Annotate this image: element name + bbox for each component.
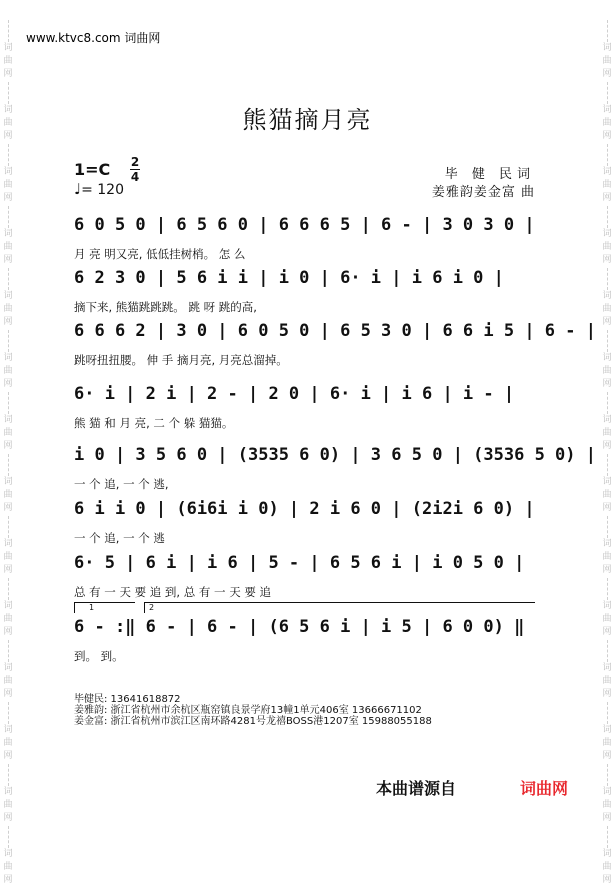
watermark-char: 网 xyxy=(602,627,612,637)
watermark-char: 网 xyxy=(3,751,13,761)
watermark-char: 网 xyxy=(602,875,612,885)
watermark-char: 词 xyxy=(602,43,612,53)
watermark-char: 网 xyxy=(3,193,13,203)
watermark-char: 词 xyxy=(602,849,612,859)
lyric-line: 月 亮 明又亮, 低低挂树梢。 怎 么 xyxy=(74,247,246,261)
watermark-char: 词 xyxy=(602,725,612,735)
watermark-group xyxy=(0,764,16,825)
watermark-char: 曲 xyxy=(602,304,612,314)
watermark-group xyxy=(599,640,615,701)
watermark-group xyxy=(0,454,16,515)
lyric-line: 总 有 一 天 要 追 到, 总 有 一 天 要 追 xyxy=(74,585,272,599)
watermark-group xyxy=(0,702,16,763)
watermark-char: 词 xyxy=(3,849,13,859)
watermark-char: 词 xyxy=(602,105,612,115)
watermark-char: 曲 xyxy=(602,800,612,810)
watermark-char: 网 xyxy=(602,503,612,513)
notation-line: i 0 | 3 5 6 0 | (3535 6 0) | 3 6 5 0 | (3536 5 0) | xyxy=(74,445,596,465)
watermark-group xyxy=(0,826,16,887)
watermark-char: 词 xyxy=(3,105,13,115)
watermark-group xyxy=(599,206,615,267)
watermark-char: 网 xyxy=(602,751,612,761)
watermark-char: 曲 xyxy=(602,242,612,252)
watermark-char: 词 xyxy=(3,415,13,425)
volta-second: 2 xyxy=(144,602,535,613)
watermark-char: 曲 xyxy=(3,614,13,624)
lyric-line: 摘下来, 熊猫跳跳跳。 跳 呀 跳的高, xyxy=(74,300,257,314)
watermark-char: 网 xyxy=(3,503,13,513)
watermark-char: 词 xyxy=(602,353,612,363)
watermark-char: 网 xyxy=(602,379,612,389)
watermark-group xyxy=(599,578,615,639)
watermark-char: 曲 xyxy=(602,738,612,748)
contact-info xyxy=(74,694,432,727)
watermark-char: 网 xyxy=(602,193,612,203)
watermark-char: 词 xyxy=(602,663,612,673)
brand-logo-text[interactable]: 词曲网 xyxy=(520,779,569,798)
volta-first: 1 xyxy=(74,602,135,613)
key-label: 1=C xyxy=(74,160,111,179)
tempo-value: = 120 xyxy=(81,182,124,198)
watermark-char: 网 xyxy=(3,131,13,141)
watermark-group xyxy=(0,206,16,267)
contact-line: 姜雅韵: 浙江省杭州市余杭区瓶窑镇良景学府13幢1单元406室 13666671102 xyxy=(74,705,422,716)
watermark-char: 词 xyxy=(3,601,13,611)
watermark-group xyxy=(599,516,615,577)
lyric-line: 一 个 追, 一 个 逃, xyxy=(74,477,169,491)
lyric-line: 跳呀扭扭腰。 伸 手 摘月亮, 月亮总溜掉。 xyxy=(74,353,288,367)
watermark-char: 词 xyxy=(3,539,13,549)
time-top: 2 xyxy=(130,155,140,169)
watermark-group xyxy=(599,392,615,453)
song-title: 熊猫摘月亮 xyxy=(242,106,373,134)
source-label: 本曲谱源自 xyxy=(376,779,457,798)
key-signature xyxy=(74,155,140,184)
notation-line: 6 0 5 0 | 6 5 6 0 | 6 6 6 5 | 6 - | 3 0 3 0 | xyxy=(74,215,535,235)
watermark-char: 词 xyxy=(3,43,13,53)
watermark-char: 词 xyxy=(602,601,612,611)
watermark-group xyxy=(0,144,16,205)
watermark-group xyxy=(599,268,615,329)
watermark-char: 曲 xyxy=(602,862,612,872)
watermark-char: 网 xyxy=(3,317,13,327)
watermark-char: 曲 xyxy=(3,366,13,376)
watermark-char: 词 xyxy=(3,167,13,177)
watermark-char: 词 xyxy=(3,353,13,363)
watermark-char: 曲 xyxy=(602,428,612,438)
watermark-char: 词 xyxy=(3,787,13,797)
watermark-char: 曲 xyxy=(3,552,13,562)
watermark-char: 曲 xyxy=(3,118,13,128)
watermark-char: 曲 xyxy=(602,56,612,66)
watermark-char: 曲 xyxy=(602,676,612,686)
composer-credit: 姜雅韵姜金富 曲 xyxy=(431,185,535,200)
watermark-char: 词 xyxy=(602,167,612,177)
tempo-marking xyxy=(74,180,124,198)
watermark-char: 曲 xyxy=(602,490,612,500)
watermark-char: 网 xyxy=(602,689,612,699)
watermark-char: 网 xyxy=(602,813,612,823)
watermark-char: 词 xyxy=(602,291,612,301)
time-bottom: 4 xyxy=(130,170,140,184)
watermark-char: 网 xyxy=(3,69,13,79)
notation-line: 6 i i 0 | (6i6i i 0) | 2 i 6 0 | (2i2i 6 0) | xyxy=(74,499,535,519)
watermark-char: 网 xyxy=(3,255,13,265)
watermark-char: 网 xyxy=(3,689,13,699)
watermark-char: 网 xyxy=(602,317,612,327)
watermark-char: 网 xyxy=(3,565,13,575)
watermark-char: 词 xyxy=(602,539,612,549)
watermark-char: 曲 xyxy=(3,738,13,748)
watermark-char: 词 xyxy=(3,725,13,735)
watermark-group xyxy=(0,640,16,701)
contact-line: 姜金富: 浙江省杭州市滨江区南环路4281号龙禧BOSS港1207室 15988055188 xyxy=(74,716,432,727)
lyric-line: 熊 猫 和 月 亮, 二 个 躲 猫猫。 xyxy=(74,416,234,430)
watermark-group xyxy=(599,330,615,391)
watermark-group xyxy=(0,20,16,81)
watermark-char: 曲 xyxy=(3,304,13,314)
watermark-char: 曲 xyxy=(3,428,13,438)
watermark-char: 曲 xyxy=(3,676,13,686)
watermark-group xyxy=(0,578,16,639)
lyric-line: 到。 到。 xyxy=(74,649,124,663)
watermark-char: 词 xyxy=(3,663,13,673)
watermark-group xyxy=(0,516,16,577)
watermark-group xyxy=(599,702,615,763)
watermark-char: 曲 xyxy=(3,862,13,872)
watermark-char: 网 xyxy=(3,813,13,823)
watermark-char: 词 xyxy=(602,787,612,797)
watermark-char: 词 xyxy=(3,229,13,239)
watermark-group xyxy=(599,454,615,515)
notation-line: 6 6 6 2 | 3 0 | 6 0 5 0 | 6 5 3 0 | 6 6 i 5 | 6 - | xyxy=(74,321,596,341)
time-signature xyxy=(130,156,140,183)
watermark-group xyxy=(0,268,16,329)
watermark-char: 词 xyxy=(602,415,612,425)
watermark-char: 词 xyxy=(602,229,612,239)
watermark-char: 曲 xyxy=(602,366,612,376)
lyric-line: 一 个 追, 一 个 逃 xyxy=(74,531,165,545)
lyricist-credit: 毕 健 民词 xyxy=(444,167,535,182)
watermark-char: 网 xyxy=(3,441,13,451)
watermark-group xyxy=(0,330,16,391)
watermark-char: 网 xyxy=(3,379,13,389)
notation-line: 6· i | 2 i | 2 - | 2 0 | 6· i | i 6 | i - | xyxy=(74,384,515,404)
watermark-char: 词 xyxy=(3,291,13,301)
watermark-char: 曲 xyxy=(3,800,13,810)
watermark-char: 曲 xyxy=(602,118,612,128)
watermark-group xyxy=(599,144,615,205)
watermark-char: 曲 xyxy=(3,490,13,500)
watermark-char: 词 xyxy=(3,477,13,487)
watermark-char: 网 xyxy=(602,565,612,575)
contact-line: 毕健民: 13641618872 xyxy=(74,694,181,705)
watermark-char: 曲 xyxy=(602,180,612,190)
watermark-group xyxy=(0,392,16,453)
notation-line: 6 2 3 0 | 5 6 i i | i 0 | 6· i | i 6 i 0 | xyxy=(74,268,504,288)
site-url[interactable]: www.ktvc8.com 词曲网 xyxy=(26,31,161,45)
quarter-note-icon: ♩ xyxy=(74,180,82,198)
watermark-char: 曲 xyxy=(3,242,13,252)
watermark-char: 词 xyxy=(602,477,612,487)
watermark-char: 网 xyxy=(602,441,612,451)
watermark-group xyxy=(599,764,615,825)
watermark-char: 网 xyxy=(3,875,13,885)
notation-line: 6 - :‖ 6 - | 6 - | (6 5 6 i | i 5 | 6 0 0) ‖ xyxy=(74,617,525,637)
watermark-char: 曲 xyxy=(602,614,612,624)
watermark-char: 网 xyxy=(3,627,13,637)
watermark-group xyxy=(599,20,615,81)
watermark-char: 网 xyxy=(602,255,612,265)
watermark-char: 曲 xyxy=(3,56,13,66)
watermark-char: 曲 xyxy=(3,180,13,190)
notation-line: 6· 5 | 6 i | i 6 | 5 - | 6 5 6 i | i 0 5 0 | xyxy=(74,553,525,573)
watermark-char: 网 xyxy=(602,69,612,79)
watermark-group xyxy=(599,826,615,887)
watermark-char: 曲 xyxy=(602,552,612,562)
watermark-char: 网 xyxy=(602,131,612,141)
